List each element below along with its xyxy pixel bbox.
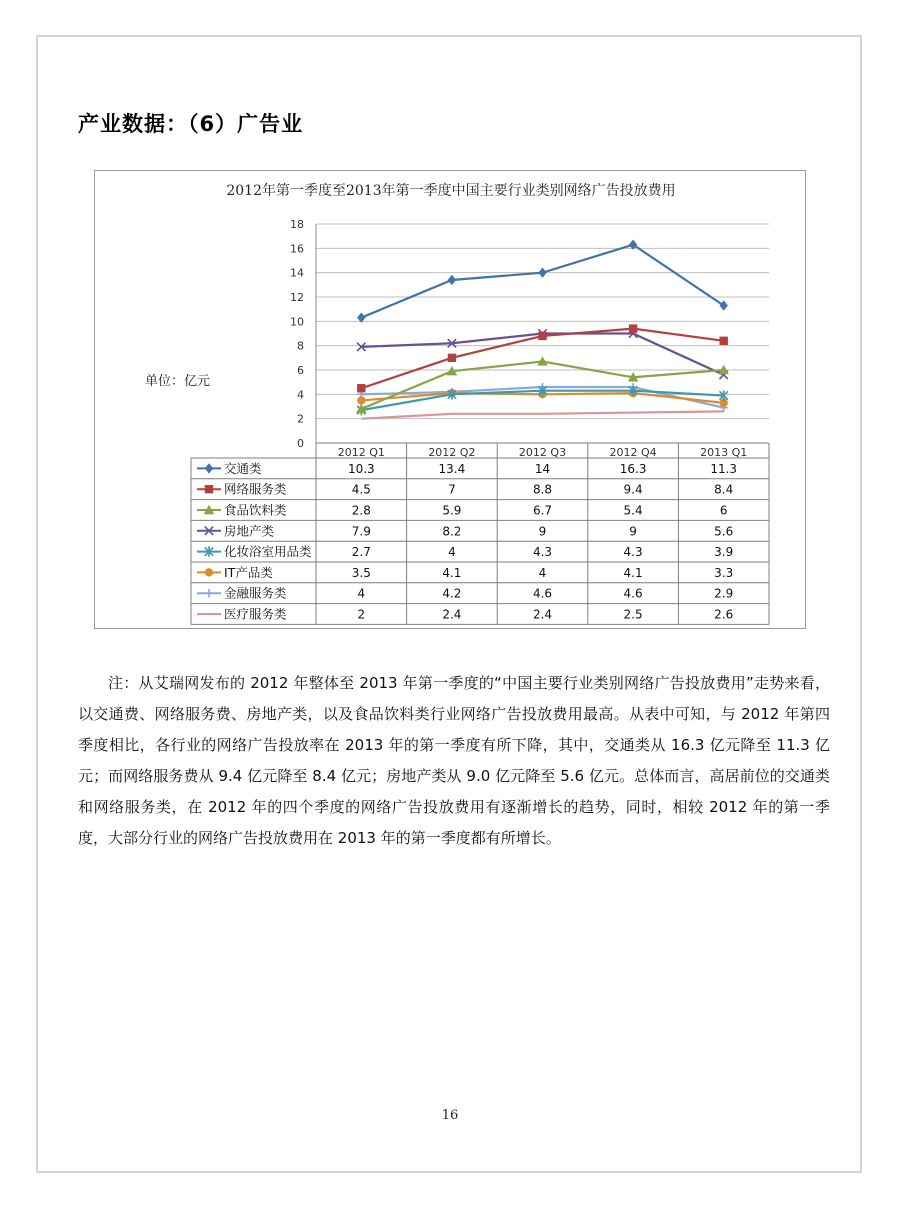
data-point [205,568,213,576]
table-value: 2.4 [442,607,462,622]
table-value: 6 [719,503,728,518]
table-value: 4.6 [532,586,553,601]
legend-label: 化妆浴室用品类 [224,544,312,560]
data-point [448,275,456,285]
table-value: 7.9 [351,524,371,539]
legend-label: 金融服务类 [224,585,287,601]
series-group [361,411,723,418]
legend-label: 交通类 [224,460,262,476]
table-value: 4.5 [351,482,371,497]
legend-label: 医疗服务类 [224,606,287,622]
x-category-label: 2012 Q3 [518,446,567,459]
y-tick-label: 10 [290,315,304,329]
x-category-label: 2013 Q1 [700,446,748,459]
table-value: 5.4 [623,503,643,518]
table-value: 16.3 [619,461,647,476]
table-value: 9 [629,524,637,539]
data-point [205,463,213,473]
table-value: 9.4 [623,482,643,497]
table-value: 10.3 [347,461,375,476]
table-value: 4.1 [442,565,462,580]
table-value: 2.7 [351,545,371,560]
legend-label: 网络服务类 [224,481,287,497]
data-point [448,354,456,362]
y-tick-label: 8 [297,339,304,353]
table-value: 3.9 [714,545,734,560]
y-tick-label: 2 [297,412,304,426]
data-point [357,396,365,404]
table-value: 2.6 [714,607,734,622]
y-tick-label: 14 [290,266,304,280]
table-value: 4.3 [532,545,553,560]
table-value: 8.4 [714,482,734,497]
y-tick-label: 0 [297,437,304,450]
legend-label: 食品饮料类 [224,502,287,518]
data-point [205,589,213,597]
table-value: 4.3 [623,545,643,560]
note-paragraph: 注：从艾瑞网发布的 2012 年整体至 2013 年第一季度的“中国主要行业类别网络广告投放费用”走势来看，以交通费、网络服务费、房地产类，以及食品饮料类行业网络广告投放费用最高。从表中可知，与 2012 年第四季度相比，各行业的网络广告投放率在 2013 年的第一季度有所下降，其中，交通类从 16.3 亿元降至 11.3 亿元；而网络服务费从 9.4 亿元降至 8.4 亿元；房地产类从 9.0 亿元降至 5.6 亿元。总体而言，高居前位的交通类和网络服务类，在 2012 年的四个季度的网络广告投放费用有逐渐增长的趋势，同时，相较 2012 年的第一季度，大部分行业的网络广告投放费用在 2013 年的第一季度都有所增长。 [78,674,830,847]
y-tick-label: 4 [297,388,304,402]
table-value: 4.2 [442,586,462,601]
series-group [357,239,728,322]
page-number: 16 [441,1108,459,1123]
data-point [357,384,365,392]
table-value: 14 [534,461,551,476]
unit-label: 单位：亿元 [145,374,211,389]
table-value: 4 [538,565,547,580]
legend-label: 房地产类 [224,523,275,539]
y-tick-label: 12 [290,291,304,304]
line-chart [95,171,807,630]
table-value: 4 [448,545,456,560]
x-category-label: 2012 Q2 [428,446,476,459]
table-value: 4 [357,586,366,601]
table-value: 5.6 [714,524,734,539]
table-value: 3.5 [351,565,371,580]
table-value: 5.9 [442,503,462,518]
data-point [538,332,546,340]
chart-title: 2012年第一季度至2013年第一季度中国主要行业类别网络广告投放费用 [226,183,676,199]
y-tick-label: 16 [290,242,304,256]
table-value: 2.8 [351,503,371,518]
data-point [720,300,728,310]
table-value: 9 [538,524,547,539]
table-value: 2 [357,607,366,622]
data-point [629,324,637,332]
table-value: 2.4 [532,607,553,622]
data-point [538,267,546,277]
y-tick-label: 6 [297,364,304,377]
table-value: 2.9 [714,586,734,601]
table-value: 8.2 [442,524,462,539]
x-category-label: 2012 Q4 [609,446,657,459]
table-value: 6.7 [532,503,553,518]
table-value: 11.3 [710,461,738,476]
table-value: 2.5 [623,607,643,622]
series-line [361,411,723,418]
series-group [357,385,728,415]
data-point [720,337,728,345]
chart-frame [94,170,806,629]
x-category-label: 2012 Q1 [337,446,385,459]
table-value: 7 [448,482,456,497]
table-value: 13.4 [438,461,466,476]
series-line [361,245,723,318]
table-value: 4.1 [623,565,643,580]
table-value: 3.3 [714,565,734,580]
section-heading: 产业数据：（6）广告业 [78,112,304,136]
table-value: 8.8 [532,482,553,497]
table-value: 4.6 [623,586,643,601]
y-tick-label: 18 [290,218,304,231]
legend-label: IT产品类 [224,564,273,580]
data-point [205,485,213,493]
